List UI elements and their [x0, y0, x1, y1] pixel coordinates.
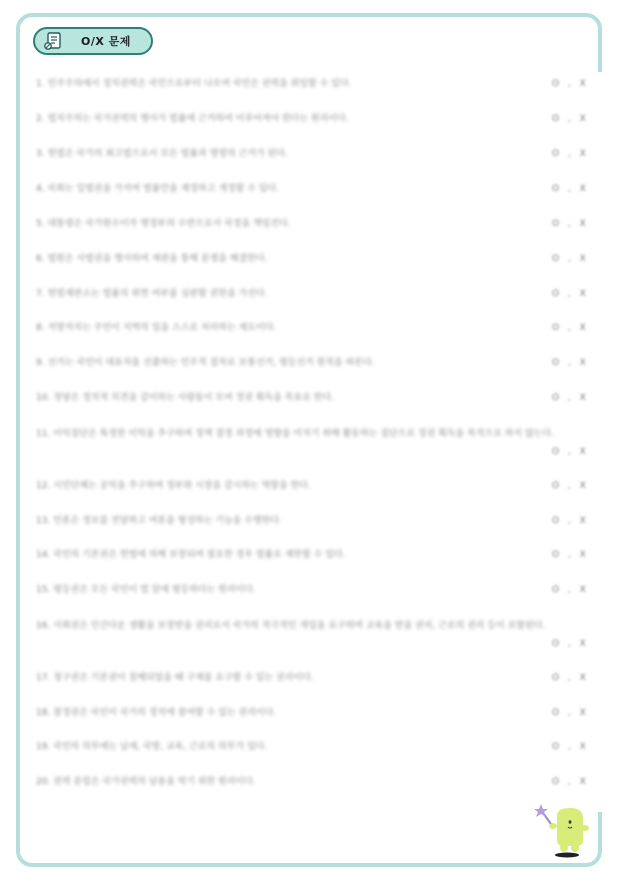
question-text: 10. 정당은 정치적 의견을 같이하는 사람들이 모여 정권 획득을 목표로 한다.: [36, 393, 334, 403]
question-text: 7. 헌법재판소는 법률의 위헌 여부를 심판할 권한을 가진다.: [36, 289, 268, 299]
question-item: [36, 78, 596, 92]
question-item: [36, 776, 596, 790]
question-item: [36, 253, 596, 267]
question-text: 6. 법원은 사법권을 행사하며 재판을 통해 분쟁을 해결한다.: [36, 254, 268, 264]
question-item: [36, 183, 596, 197]
question-text: 20. 권력 분립은 국가권력의 남용을 막기 위한 원리이다.: [36, 777, 256, 787]
document-pencil-icon: [41, 28, 67, 54]
ox-answer-choice[interactable]: O , X: [552, 481, 589, 491]
ox-answer-choice[interactable]: O , X: [552, 516, 589, 526]
mascot-with-wand-icon: [534, 802, 596, 860]
question-item: [36, 515, 596, 529]
question-item: [36, 357, 596, 371]
section-title: O/X 문제: [81, 35, 131, 48]
ox-answer-choice[interactable]: O , X: [552, 79, 589, 89]
question-text: 13. 언론은 정보를 전달하고 여론을 형성하는 기능을 수행한다.: [36, 516, 282, 526]
frame-gap: [596, 72, 604, 812]
question-item: [36, 148, 596, 162]
question-text: 15. 평등권은 모든 국민이 법 앞에 평등하다는 원리이다.: [36, 585, 256, 595]
question-item: [36, 480, 596, 494]
question-item: [36, 741, 596, 755]
ox-answer-choice[interactable]: O , X: [552, 358, 589, 368]
ox-answer-choice[interactable]: O , X: [552, 323, 589, 333]
question-text: 12. 시민단체는 공익을 추구하며 정부와 시장을 감시하는 역할을 한다.: [36, 481, 311, 491]
question-item: [36, 584, 596, 598]
ox-answer-choice[interactable]: O , X: [552, 550, 589, 560]
ox-answer-choice[interactable]: O , X: [552, 742, 589, 752]
question-text: 9. 선거는 국민이 대표자를 선출하는 민주적 절차로 보통선거, 평등선거 원칙을 따른다.: [36, 358, 375, 368]
ox-answer-choice[interactable]: O , X: [552, 673, 589, 683]
question-text: 16. 사회권은 인간다운 생활을 보장받을 권리로서 국가의 적극적인 개입을 요구하며 교육을 받을 권리, 근로의 권리 등이 포함된다.: [36, 621, 546, 631]
section-header: [33, 27, 153, 55]
ox-answer-choice[interactable]: O , X: [552, 447, 589, 457]
question-item: [36, 218, 596, 232]
question-item: [36, 549, 596, 563]
ox-answer-choice[interactable]: O , X: [552, 585, 589, 595]
ox-answer-choice[interactable]: O , X: [552, 708, 589, 718]
question-item: [36, 392, 596, 406]
ox-answer-choice[interactable]: O , X: [552, 114, 589, 124]
question-text: 1. 민주주의에서 정치권력은 국민으로부터 나오며 국민은 권력을 위임할 수 있다.: [36, 79, 352, 89]
question-text: 5. 대통령은 국가원수이자 행정부의 수반으로서 국정을 책임진다.: [36, 219, 291, 229]
question-text: 18. 참정권은 국민이 국가의 정치에 참여할 수 있는 권리이다.: [36, 708, 277, 718]
question-text: 4. 국회는 입법권을 가지며 법률안을 제정하고 개정할 수 있다.: [36, 184, 279, 194]
ox-answer-choice[interactable]: O , X: [552, 184, 589, 194]
question-item: [36, 707, 596, 721]
ox-answer-choice[interactable]: O , X: [552, 289, 589, 299]
question-item: [36, 620, 596, 650]
question-text: 14. 국민의 기본권은 헌법에 의해 보장되며 필요한 경우 법률로 제한할 수 있다.: [36, 550, 346, 560]
question-item: [36, 288, 596, 302]
question-text: 8. 지방자치는 주민이 지역의 일을 스스로 처리하는 제도이다.: [36, 323, 277, 333]
question-item: [36, 672, 596, 686]
question-text: 17. 청구권은 기본권이 침해되었을 때 구제를 요구할 수 있는 권리이다.: [36, 673, 314, 683]
ox-answer-choice[interactable]: O , X: [552, 219, 589, 229]
ox-answer-choice[interactable]: O , X: [552, 639, 589, 649]
question-text: 3. 헌법은 국가의 최고법으로서 모든 법률과 명령의 근거가 된다.: [36, 149, 288, 159]
ox-answer-choice[interactable]: O , X: [552, 393, 589, 403]
question-item: [36, 322, 596, 336]
ox-answer-choice[interactable]: O , X: [552, 149, 589, 159]
question-text: 2. 법치주의는 국가권력의 행사가 법률에 근거하여 이루어져야 한다는 원리이다.: [36, 114, 349, 124]
ox-answer-choice[interactable]: O , X: [552, 254, 589, 264]
question-text: 19. 국민의 의무에는 납세, 국방, 교육, 근로의 의무가 있다.: [36, 742, 268, 752]
question-text: 11. 이익집단은 특정한 이익을 추구하며 정책 결정 과정에 영향을 미치기 위해 활동하는 집단으로 정권 획득을 목적으로 하지 않는다.: [36, 429, 554, 439]
question-item: [36, 428, 596, 458]
ox-answer-choice[interactable]: O , X: [552, 777, 589, 787]
question-item: [36, 113, 596, 127]
